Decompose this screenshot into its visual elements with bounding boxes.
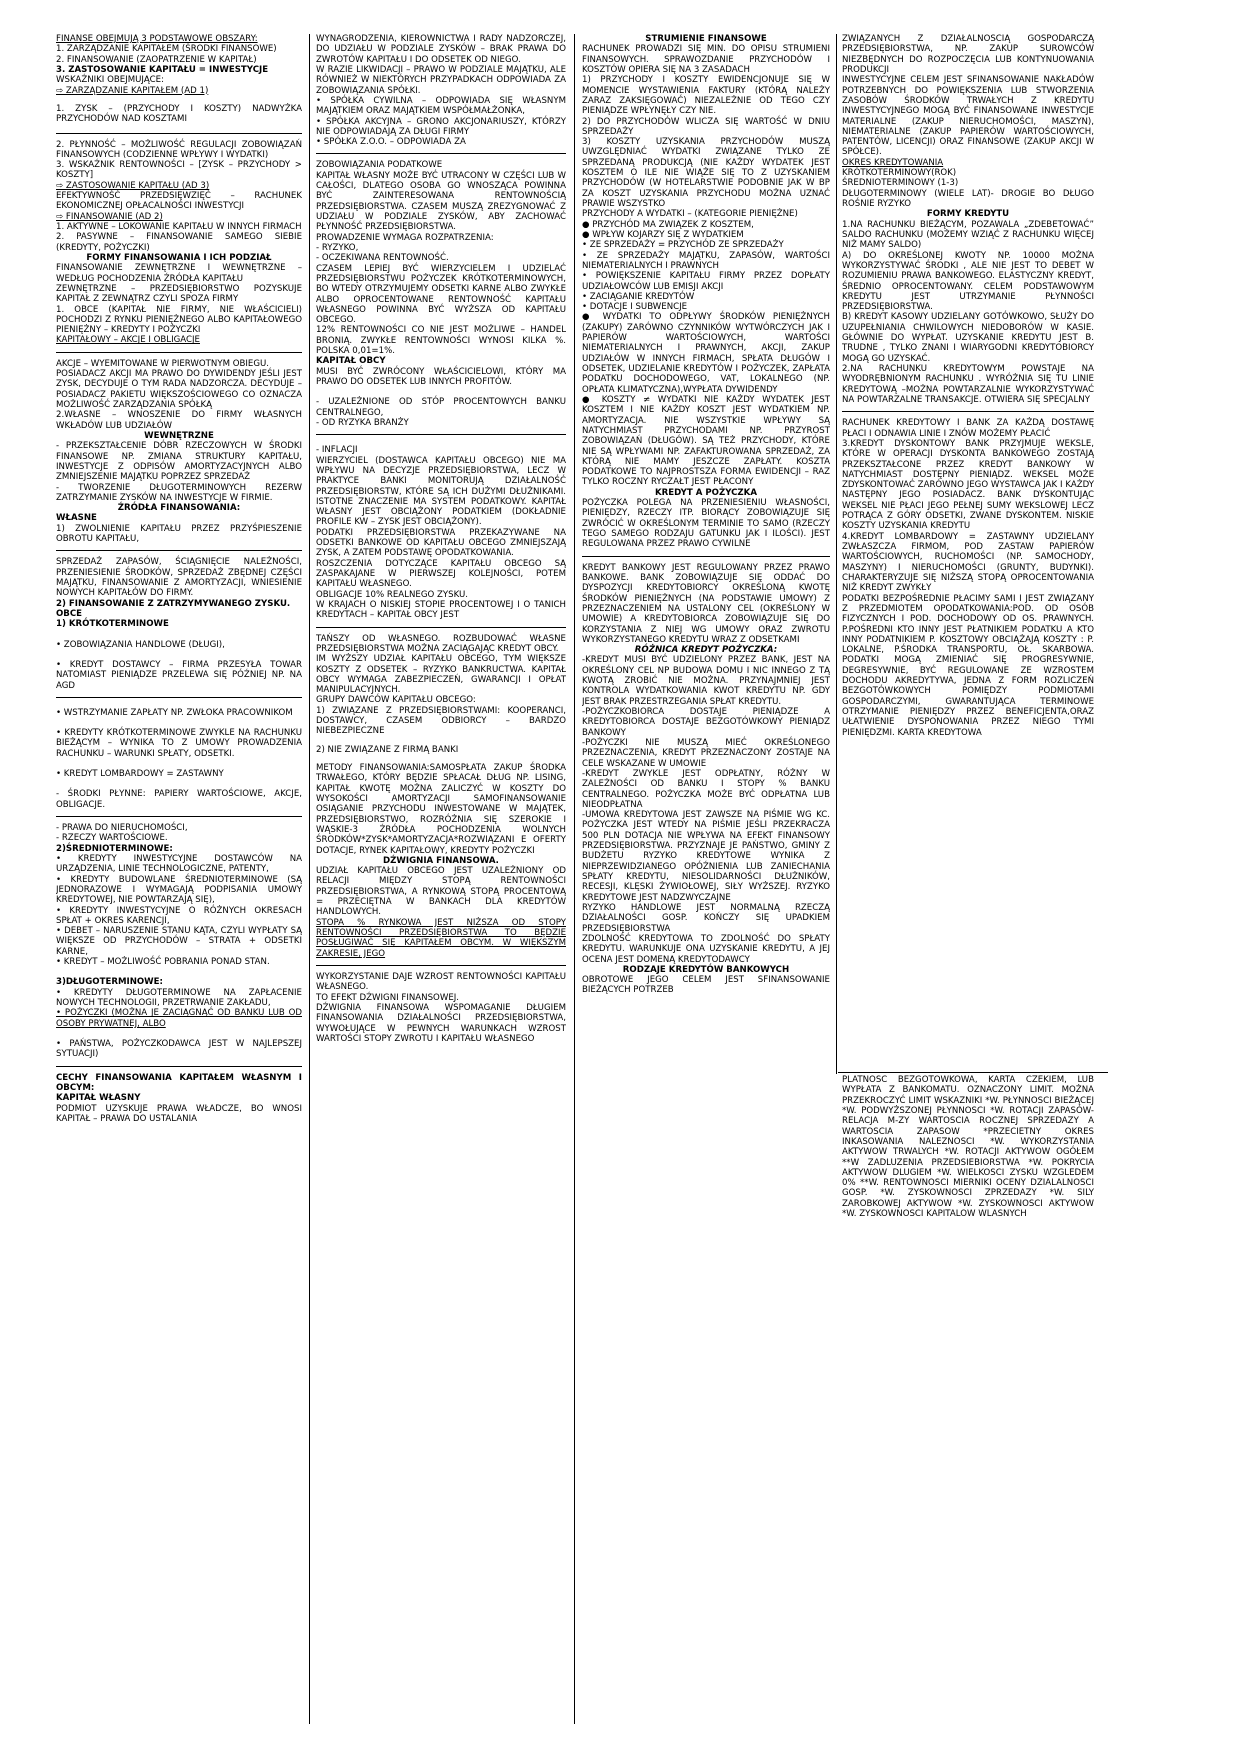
text-paragraph: OBLIGACJE 10% REALNEGO ZYSKU. <box>316 589 468 600</box>
text-paragraph: RACHUNEK KREDYTOWY I BANK ZA KAŻDĄ DOSTAWĘ PŁACI I ODNAWIA LINIE I ZNÓW MOŻEMY PŁACIĆ <box>842 418 1094 439</box>
separator-line <box>56 550 302 551</box>
text-paragraph: FORMY KREDYTU <box>926 209 1010 220</box>
text-paragraph: W KRAJACH O NISKIEJ STOPIE PROCENTOWEJ I O TANICH KREDYTACH – KAPITAŁ OBCY JEST <box>316 599 566 621</box>
text-paragraph: WŁASNE <box>56 513 97 524</box>
text-paragraph: 1) PRZYCHODY I KOSZTY EWIDENCJONUJE SIĘ W MOMENCIE WYSTAWIENIA FAKTURY (KTÓRĄ NALEŻY ZARAZ ZAKSIĘGOWAĆ) NIEZALEŻNIE OD TEGO CZY PIENIĄDZE WPŁYNĘŁY CZY NIE. <box>582 75 830 117</box>
text-paragraph: OBROTOWE JEGO CELEM JEST SFINANSOWANIE BIEŻĄCYCH POTRZEB <box>582 975 830 996</box>
text-paragraph: -POŻYCZKI NIE MUSZĄ MIEĆ OKREŚLONEGO PRZEZNACZENIA, KREDYT PRZEZNACZONY ZOSTAJE NA CELE WSKAZANE W UMOWIE <box>582 737 830 769</box>
text-paragraph: EFEKTYWNOŚĆ PRZEDSIĘWZIĘĆ – RACHUNEK EKONOMICZNEJ OPŁACALNOŚCI INWESTYCJI <box>56 191 302 212</box>
text-paragraph: METODY FINANSOWANIA:SAMOSPŁATA ZAKUP ŚRODKA TRWAŁEGO, KTÓRY BĘDZIE SPŁACAŁ DŁUG NP. LISING, KAPITAŁ KWOTĘ MOŻNA ZALICZYĆ W KOSZTY DO WYSOKOŚCI AMORTYZACJI SAMOFINANSOWANIE OSIĄGANIE PRZYCHODU INWESTOWANE W MAJĄTEK, PRZEDSIĘBIORSTWO, ROZRÓŻNIA SIĘ SZEROKIE I WĄSKIE-3 ŹRÓDŁA POCHODZENIA WOLNYCH ŚRODKÓW*ZYSK*AMORTYZACJA*ROZWIĄZANI E OFERTY DOTACJE, RYNEK KAPITAŁOWY, KREDYTY POŻYCZKI <box>316 763 566 856</box>
text-paragraph: 2.WŁASNE – WNOSZENIE DO FIRMY WŁASNYCH WKŁADÓW LUB UDZIAŁÓW <box>56 410 302 431</box>
text-paragraph: WSKAŹNIKI OBEJMUJĄCE: <box>56 75 164 86</box>
text-paragraph: • POWIĘKSZENIE KAPITAŁU FIRMY PRZEZ DOPŁATY UDZIAŁOWCÓW LUB EMISJI AKCJI <box>582 271 830 292</box>
text-paragraph: KRÓTKOTERMINOWY(ROK) <box>842 168 957 179</box>
column-divider-1 <box>309 34 310 1724</box>
text-paragraph: 2.NA RACHUNKU KREDYTOWYM POWSTAJE NA WYODRĘBNIONYM RACHUNKU . WYRÓŻNIA SIĘ TU LINIE KREDYTOWĄ –MOŻNA POWTARZALNIE WYKORZYSTYWAĆ NA POWTARZALNE TRANSAKCJE. OTWIERA SIĘ SPECJALNY <box>842 364 1094 405</box>
text-paragraph: • DEBET – NARUSZENIE STANU KĄTA, CZYLI WYPŁATY SĄ WIĘKSZE OD PRZYCHODÓW – STRATA + ODSETKI KARNE, <box>56 926 302 957</box>
text-paragraph: ● WYDATKI TO ODPŁYWY ŚRODKÓW PIENIĘŻNYCH (ZAKUPY) ZARÓWNO CZYNNIKÓW WYTWÓRCZYCH JAK I PAPIERÓW WARTOŚCIOWYCH, WARTOŚCI NIEMATERIALNYCH I PRAWNYCH, AKCJI, ZAKUP UDZIAŁÓW W INNYCH FIRMACH, SPŁATA DŁUGÓW I ODSETEK, UDZIELANIE KREDYTÓW I POŻYCZEK, ZAPŁATA PODATKU DOCHODOWEGO, VAT, LOKALNEGO (NP. OPŁATA KLIMATYCZNA),WYPŁATA DYWIDENDY <box>582 312 830 395</box>
text-paragraph: TAŃSZY OD WŁASNEGO. ROZBUDOWAĆ WŁASNE PRZEDSIĘBIORSTWA MOŻNA ZACIĄGAJĄC KREDYT OBCY. <box>316 633 566 654</box>
separator-line <box>56 133 302 134</box>
text-paragraph: 4.KREDYT LOMBARDOWY = ZASTAWNY UDZIELANY ZWŁASZCZA FIRMOM, POD ZASTAW PAPIERÓW WARTOŚCIOWYCH, RUCHOMOŚCI (NP. SAMOCHODY, MASZYNY) I NIERUCHOMOŚCI (GRUNTY, BUDYNKI). CHARAKTERYZUJE SIĘ NIŻSZĄ STOPĄ OPROCENTOWANIA NIŻ KREDYT ZWYKŁY <box>842 531 1094 594</box>
text-paragraph: STOPA % RYNKOWA JEST NIŻSZA OD STOPY RENTOWNOŚCI PRZEDSIĘBIORSTWA TO BĘDZIE POSŁUGIWAĆ SIĘ KAPITAŁEM OBCYM. W WIĘKSZYM ZAKRESIE, JEGO <box>316 917 566 959</box>
text-paragraph: ⇨ ZASTOSOWANIE KAPITAŁU (AD 3) <box>56 180 210 191</box>
text-paragraph: • ZOBOWIĄZANIA HANDLOWE (DŁUGI), <box>56 639 225 650</box>
text-paragraph: POŻYCZKA POLEGA NA PRZENIESIENIU WŁASNOŚCI, PIENIĘDZY, RZECZY ITP. BIORĄCY ZOBOWIĄZUJE SIĘ ZWRÓCIĆ W OKREŚLONYM TERMINIE TO SAMO (RZECZY TEGO SAMEGO RODZAJU GATUNKU JAK I ILOŚCI). JEST REGULOWANA PRZEZ PRAWO CYWILNE <box>582 498 830 550</box>
text-paragraph: OKRES KREDYTOWANIA <box>842 157 944 168</box>
text-paragraph: ⇨ ZARZĄDZANIE KAPITAŁEM (AD 1) <box>56 85 209 96</box>
text-paragraph: - OD RYZYKA BRANŻY <box>316 417 409 428</box>
text-paragraph: 1) ZWOLNIENIE KAPITAŁU PRZEZ PRZYŚPIESZENIE OBROTU KAPITAŁU, <box>56 523 302 545</box>
text-paragraph: ZDOLNOŚĆ KREDYTOWA TO ZDOLNOŚĆ DO SPŁATY KREDYTU. WARUNKUJE ONA UZYSKANIE KREDYTU, A JEJ OCENA JEST DOMENĄ KREDYTODAWCY <box>582 933 830 965</box>
text-paragraph: RÓŻNICA KREDYT POŻYCZKA: <box>634 645 778 656</box>
column-divider-2 <box>574 34 575 1724</box>
text-paragraph: FINANSOWANIE ZEWNĘTRZNE I WEWNĘTRZNE – WEDŁUG POCHODZENIA ŹRÓDŁA KAPITAŁU <box>56 263 302 284</box>
text-paragraph: PODMIOT UZYSKUJE PRAWA WŁADCZE, BO WNOSI KAPITAŁ – PRAWA DO USTALANIA <box>56 1103 302 1124</box>
text-paragraph: 1. ZARZĄDZANIE KAPITAŁEM (ŚRODKI FINANSOWE) <box>56 44 277 55</box>
text-paragraph: 3. WSKAŹNIK RENTOWNOŚCI – [ZYSK – PRZYCHODY > KOSZTY] <box>56 160 302 181</box>
text-paragraph: - PRAWA DO NIERUCHOMOŚCI, <box>56 823 188 833</box>
text-paragraph: - RZECZY WARTOŚCIOWE. <box>56 833 168 844</box>
text-paragraph: - TWORZENIE DŁUGOTERMINOWYCH REZERW ZATRZYMANIE ZYSKÓW NA INWESTYCJE W FIRMIE. <box>56 482 302 503</box>
text-paragraph: 2)ŚREDNIOTERMINOWE: <box>56 843 173 854</box>
text-paragraph: KAPITAŁ OBCY <box>316 356 386 367</box>
text-paragraph: - UZALEŻNIONE OD STÓP PROCENTOWYCH BANKU CENTRALNEGO, <box>316 397 566 418</box>
text-column-4 <box>842 34 1094 1114</box>
text-paragraph: • KREDYTY DŁUGOTERMINOWE NA ZAPŁACENIE NOWYCH TECHNOLOGII, PRZETRWANIE ZAKŁADU, <box>56 987 302 1008</box>
text-paragraph: KAPITAŁOWY – AKCJE I OBLIGACJE <box>56 335 200 346</box>
text-column-4-lower <box>842 1075 1094 1295</box>
text-paragraph: 3)DŁUGOTERMINOWE: <box>56 977 163 988</box>
text-paragraph: 1.NA RACHUNKU BIEŻĄCYM, POZAWALA „ZDEBETOWAĆ” SALDO RACHUNKU (MOŻEMY WZIĄĆ Z RACHUNKU WIĘCEJ NIŻ MAMY SALDO) <box>842 219 1094 251</box>
text-paragraph: 2) DO PRZYCHODÓW WLICZA SIĘ WARTOŚĆ W DNIU SPRZEDAŻY <box>582 116 830 137</box>
text-paragraph: - INFLACJI <box>316 445 358 456</box>
text-column-1 <box>56 34 302 1724</box>
text-paragraph: • KREDYT – MOŻLIWOŚĆ POBRANIA PONAD STAN. <box>56 957 270 968</box>
text-paragraph: KREDYT A POŻYCZKA <box>655 487 757 498</box>
text-paragraph: • SPÓŁKA Z.O.O. – ODPOWIADA ZA <box>316 137 466 148</box>
text-paragraph: -KREDYT MUSI BYĆ UDZIELONY PRZEZ BANK, JEST NA OKREŚLONY CEL NP BUDOWA DOMU I NIC INNEGO Z TĄ KWOTĄ ZROBIĆ NIE MOŻNA. PRZYNAJMNIEJ JEST KONTROLA WYDATKOWANIA KWOT KREDYTU NP. GDY JEST BRAK PRZESTRZEGANIA SPŁAT KREDYTU. <box>582 655 830 707</box>
text-paragraph: • ZE SPRZEDAŻY MAJĄTKU, ZAPASÓW, WARTOŚCI NIEMATERIALNYCH I PRAWNYCH <box>582 250 830 271</box>
text-paragraph: • KREDYTY BUDOWLANE ŚREDNIOTERMINOWE (SĄ JEDNORAZOWE I WYMAGAJĄ PODPISANIA UMOWY KREDYTOWEJ, NIE POWTARZAJĄ SIĘ), <box>56 874 302 906</box>
separator-line <box>316 434 566 435</box>
text-paragraph: 3.KREDYT DYSKONTOWY BANK PRZYJMUJE WEKSLE, KTÓRE W OPERACJI DYSKONTA BANKOWEGO ZOSTAJĄ PRZEKSZTAŁCONE PRZEZ KREDYT BANKOWY W NATYCHMIAST DOSTĘPNY PIENIĄDZ. WEKSEL MOŻE ZDYSKONTOWAĆ ZARÓWNO JEGO WYSTAWCA JAK I KAŻDY NASTĘPNY JEGO POSIADACZ. BANK DYSKONTUJĄC WEKSEL NIE PŁACI JEGO PEŁNEJ SUMY WEKSLOWEJ LECZ POTRĄCA Z GÓRY ODSETKI, ZWANE DYSKONTEM. NISKIE KOSZTY UZYSKANIA KREDYTU <box>842 438 1094 532</box>
text-paragraph: 1. AKTYWNE – LOKOWANIE KAPITAŁU W INNYCH FIRMACH <box>56 222 302 232</box>
text-paragraph: DŹWIGNIA FINANSOWA. <box>383 855 499 866</box>
text-paragraph: 2. FINANSOWANIE (ZAOPATRZENIE W KAPITAŁ) <box>56 54 257 65</box>
text-paragraph: W RAZIE LIKWIDACJI – PRAWO W PODZIALE MAJĄTKU, ALE RÓWNIEŻ W NIEKTÓRYCH PRZYPADKACH ODPOWIADA ZA ZOBOWIĄZANIA SPÓŁKI. <box>316 64 566 96</box>
separator-line <box>842 411 1094 412</box>
text-paragraph: 2. PASYWNE – FINANSOWANIE SAMEGO SIEBIE (KREDYTY, POŻYCZKI) <box>56 232 302 253</box>
text-paragraph: RACHUNEK PROWADZI SIĘ MIN. DO OPISU STRUMIENI FINANSOWYCH. SPRAWOZDANIE PRZYCHODÓW I KOSZTÓW OPIERA SIĘ NA 3 ZASADACH <box>582 44 830 75</box>
separator-line <box>316 153 566 154</box>
text-paragraph: DŁUGOTERMINOWY (WIELE LAT)- DROGIE BO DŁUGO ROŚNIE RYZYKO <box>842 188 1094 209</box>
text-paragraph: ● KOSZTY ≠ WYDATKI NIE KAŻDY WYDATEK JEST KOSZTEM I NIE KAŻDY KOSZT JEST WYDATKIEM NP. AMORTYZACJA. NIE WSZYSTKIE WPŁYWY SĄ NATYCHMIAST PRZYCHODAMI NP. PRZYROST ZOBOWIĄZAŃ (DŁUGÓW). SĄ TEŻ PRZYCHODY, KTÓRE NIE SĄ WPŁYWAMI NP. ZAFAKTUROWANA SPRZEDAŻ, ZA KTÓRĄ NIE MAMY JESZCZE ZAPŁATY. KOSZTA PODATKOWE TO NAJPROSTSZA FORMA EWIDENCJI – RAZ TYLKO ROCZNY RYCZAŁT JEST PŁACONY <box>582 394 830 488</box>
separator-line <box>56 1066 302 1067</box>
text-paragraph: 2) FINANSOWANIE Z ZATRZYMYWANEGO ZYSKU. <box>56 598 291 609</box>
text-paragraph: • KREDYTY INWESTYCYJNE DOSTAWCÓW NA URZĄDZENIA, LINIE TECHNOLOGICZNE, PATENTY, <box>56 853 302 875</box>
text-paragraph: MUSI BYĆ ZWRÓCONY WŁAŚCICIELOWI, KTÓRY MA PRAWO DO ODSETEK LUB INNYCH PROFITÓW. <box>316 366 566 387</box>
text-paragraph: CZASEM LEPIEJ BYĆ WIERZYCIELEM I UDZIELAĆ PRZEDSIĘBIORSTWU POŻYCZEK KRÓTKOTERMINOWYCH, BO WTEDY OTRZYMUJEMY ODSETKI KARNE ALBO ZWYKŁE ALBO OPROCENTOWANE RENTOWNOŚĆ KAPITAŁU WŁASNEGO POWINNA BYĆ WYŻSZA OD KAPITAŁU OBCEGO. <box>316 263 566 326</box>
separator-line <box>316 627 566 628</box>
text-paragraph: FORMY FINANSOWANIA I ICH PODZIAŁ <box>86 252 272 263</box>
text-paragraph: • DOTACJE I SUBWENCJE <box>582 302 688 313</box>
text-paragraph: • POŻYCZKI (MOŻNA JE ZACIĄGNĄĆ OD BANKU LUB OD OSOBY PRYWATNEJ, ALBO <box>56 1008 302 1029</box>
text-paragraph: B) KREDYT KASOWY UDZIELANY GOTÓWKOWO, SŁUŻY DO UZUPEŁNIANIA CHWILOWYCH NIEDOBORÓW W KASIE. GŁÓWNIE DO WYPŁAT. UZYSKANIE KREDYTU JEST B. TRUDNE , TYLKO ZNANI I WIARYGODNI KREDYTOBIORCY MOGĄ GO UZYSKAĆ. <box>842 312 1094 364</box>
text-paragraph: -KREDYT ZWYKLE JEST ODPŁATNY, RÓŻNY W ZALEŻNOŚCI OD BANKU I STOPY % BANKU CENTRALNEGO. POŻYCZKA MOŻE BYĆ ODPŁATNA LUB NIEODPŁATNA <box>582 768 830 810</box>
text-paragraph: WYNAGRODZENIA, KIEROWNICTWA I RADY NADZORCZEJ, DO UDZIAŁU W PODZIALE ZYSKÓW – BRAK PRAWA DO ZWROTÓW KAPITAŁU I DO ODSETEK OD NIEGO. <box>316 34 566 65</box>
text-paragraph: GRUPY DAWCÓW KAPITAŁU OBCEGO: <box>316 695 476 706</box>
text-paragraph: 3. ZASTOSOWANIE KAPITAŁU = INWESTYCJE <box>56 64 269 75</box>
text-paragraph: • SPÓŁKA CYWILNA – ODPOWIADA SIĘ WŁASNYM MAJĄTKIEM ORAZ MAJĄTKIEM WSPÓŁMAŁŻONKA, <box>316 95 566 117</box>
text-column-3 <box>582 34 830 1724</box>
text-paragraph: • ZACIĄGANIE KREDYTÓW <box>582 291 695 302</box>
text-paragraph: PODATKI PRZEDSIĘBIORSTWA PRZEKAZYWANE NA ODSETKI BANKOWE OD KAPITAŁU OBCEGO ZMNIEJSZAJĄ ZYSK, A ZATEM PODSTAWĘ OPODATKOWANIA. <box>316 527 566 559</box>
text-paragraph: • KREDYTY KRÓTKOTERMINOWE ZWYKLE NA RACHUNKU BIEŻĄCYM – WYNIKA TO Z UMOWY PROWADZENIA RACHUNKU – WARUNKI SPŁATY, ODSETKI. <box>56 728 302 759</box>
text-paragraph: ZWIĄZANYCH Z DZIAŁALNOŚCIĄ GOSPODARCZĄ PRZEDSIĘBIORSTWA, NP. ZAKUP SUROWCÓW NIEZBĘDNYCH DO ROZPOCZĘCIA LUB KONTYNUOWANIA PRODUKCJI <box>842 34 1094 75</box>
text-paragraph: PODATKI BEZPOŚREDNIE PŁACIMY SAMI I JEST ZWIĄZANY Z PRZEDMIOTEM OPODATKOWANIA:POD. OD OSÓB FIZYCZNYCH I POD. DOCHODOWY OD OS. PRAWNYCH. P.POŚREDNI KTO INNY JEST PŁATNIKIEM PODATKU A KTO INNY PODATNIKIEM P. KOSZTOWY OBCIĄŻAJĄ KOSZTY : P. LOKALNE, P.ŚRODKA TRANSPORTU, OŁ. SKARBOWA. PODATKI MOGĄ ZMIENIAĆ SIĘ PROGRESYWNIE, DEGRESYWNIE, BYĆ REGULOWANE ZE WZROSTEM DOCHODU AKREDYTYWA, JEDNA Z FORM ROZLICZEŃ BEZGOTÓWKOWYCH POMIĘDZY PODMIOTAMI GOSPODARCZYMI, GWARANTUJĄCA TERMINOWE OTRZYMANIE PIENIĘDZY PRZEZ BENEFICJENTA,ORAZ UŁATWIENIE DYSPONOWANIA PRZEZ NIEGO TYMI PIENIĘDZMI. KARTA KREDYTOWA <box>842 593 1094 738</box>
text-paragraph: RODZAJE KREDYTÓW BANKOWYCH <box>622 964 790 975</box>
text-paragraph: ŚREDNIOTERMINOWY (1-3) <box>842 178 959 189</box>
text-paragraph: PLATNOSC BEZGOTOWKOWA, KARTA CZEKIEM, LUB WYPŁATA Z BANKOMATU. OZNACZONY LIMIT. MOŻNA PRZEKROCZYĆ LIMIT WSKAZNIKI *W. PŁYNNOSCI BIEŻĄCEJ *W. PODWYŻSZONEJ PŁYNNOSCI *W. ROTACJI ZAPASÓW-RELACJA M-ZY WARTOSCIA ROCZNEJ SPRZEDAZY A WARTOSCIA ZAPASOW *PRZECIETNY OKRES INKASOWANIA NALEZNOSCI *W. WYKORZYSTANIA AKTYWOW TRWALYCH *W. ROTACJI AKTYWOW OGÓŁEM **W ZADLUZENIA PRZEDSIEBIORSTWA *W. POKRYCIA AKTYWOW DLUGIEM *W. WIELKOSCI ZYSKU WZGLEDEM 0% **W. RENTOWNOSCI MIERNIKI OCENY DZIALALNOSCI GOSP. *W. ZYSKOWNOSCI ZPRZEDAZY *W. SILY ZAROBKOWEJ AKTYWOW *W. ZYSKOWNOSCI AKTYWOW *W. ZYSKOWNOSCI KAPITALOW WLASNYCH <box>842 1075 1094 1220</box>
text-paragraph: STRUMIENIE FINANSOWE <box>645 34 767 44</box>
text-paragraph: CECHY FINANSOWANIA KAPITAŁEM WŁASNYM I OBCYM: <box>56 1072 302 1093</box>
separator-line <box>56 697 302 698</box>
text-paragraph: DŹWIGNIA FINANSOWA WSPOMAGANIE DŁUGIEM FINANSOWANIA DZIAŁALNOŚCI PRZEDSIĘBIORSTWA, WYWOŁUJĄCE W PEWNYCH WARUNKACH WZROST WARTOŚCI STOPY ZWROTU I KAPITAŁU WŁASNEGO <box>316 1002 566 1044</box>
text-paragraph: ZEWNĘTRZNE – PRZEDSIĘBIORSTWO POZYSKUJE KAPITAŁ Z ZEWNĄTRZ CZYLI SPOZA FIRMY <box>56 283 302 305</box>
text-paragraph: 2. PŁYNNOŚĆ – MOŻLIWOŚĆ REGULACJI ZOBOWIĄZAŃ FINANSOWYCH (CODZIENNE WPŁYWY I WYDATKI) <box>56 139 302 160</box>
text-paragraph: -POŻYCZKOBIORCA DOSTAJE PIENIĄDZE A KREDYTOBIORCA DOSTAJE BEZGOTÓWKOWY PIENIĄDZ BANKOWY <box>582 707 830 738</box>
separator-line <box>56 816 302 817</box>
text-paragraph: 12% RENTOWNOŚCI CO NIE JEST MOŻLIWE – HANDEL BRONIĄ. ZWYKŁE RENTOWNOŚCI WYNOSI KILKA %. POLSKA 0,01=1%. <box>316 325 566 357</box>
text-paragraph: ● PRZYCHÓD MA ZWIĄZEK Z KOSZTEM, <box>582 219 754 230</box>
text-paragraph: A) DO OKREŚLONEJ KWOTY NP. 10000 MOŻNA WYKORZYSTYWAĆ ŚRODKI , ALE NIE JEST TO DEBET W ROZUMIENIU PRAWA BANKOWEGO. ELASTYCZNY KREDYT, ŚREDNIO OPROCENTOWANY. CELEM PODSTAWOWYM KREDYTU JEST UTRZYMANIE PŁYNNOŚCI PRZEDSIĘBIORSTWA. <box>842 250 1094 313</box>
text-paragraph: AKCJE – WYEMITOWANE W PIERWOTNYM OBIEGU. <box>56 358 270 369</box>
text-paragraph: 1. ZYSK – (PRZYCHODY I KOSZTY) NADWYŻKA PRZYCHODÓW NAD KOSZTAMI <box>56 103 302 125</box>
text-paragraph: • KREDYT LOMBARDOWY = ZASTAWNY <box>56 769 224 780</box>
text-column-2 <box>316 34 566 1724</box>
text-paragraph: IM WYŻSZY UDZIAŁ KAPITAŁU OBCEGO, TYM WIĘKSZE KOSZTY Z ODSETEK – RYZYKO BANKRUCTWA. KAPITAŁ OBCY WYMAGA ZABEZPIECZEŃ, GWARANCJI I OPŁAT MANIPULACYJNYCH. <box>316 654 566 696</box>
text-paragraph: FINANSE OBEJMUJĄ 3 PODSTAWOWE OBSZARY: <box>56 34 258 44</box>
text-paragraph: KAPITAŁ WŁASNY <box>56 1093 141 1104</box>
text-paragraph: - RYZYKO, <box>316 242 359 253</box>
text-paragraph: ROSZCZENIA DOTYCZĄCE KAPITAŁU OBCEGO SĄ ZASPAKAJANE W PIERWSZEJ KOLEJNOŚCI, POTEM KAPITAŁU WŁASNEGO. <box>316 558 566 590</box>
text-paragraph: INWESTYCYJNE CELEM JEST SFINANSOWANIE NAKŁADÓW POTRZEBNYCH DO POWIĘKSZENIA LUB STWORZENIA ZASOBÓW ŚRODKÓW TRWAŁYCH Z KREDYTU INWESTYCYJNEGO MOGĄ BYĆ FINANSOWANE INWESTYCJE MATERIALNE (ZAKUP NIERUCHOMOŚCI, MASZYN), NIEMATERIALNE (ZAKUP PAPIERÓW WARTOŚCIOWYCH, PATENTÓW, LICENCJI) ORAZ FINANSOWE (ZAKUP AKCJI W SPÓŁCE). <box>842 75 1094 158</box>
text-paragraph: 1) KRÓTKOTERMINOWE <box>56 619 169 630</box>
text-paragraph: WIERZYCIEL (DOSTAWCA KAPITAŁU OBCEGO) NIE MA WPŁYWU NA DECYZJE PRZEDSIĘBIORSTWA, LECZ W PRAKTYCE BANKI MONITORUJĄ DZIAŁALNOŚĆ PRZEDSIĘBIORSTW, KTÓRE SĄ ICH DUŻYMI DŁUŻNIKAMI. ISTOTNE ZNACZENIE MA SYSTEM PODATKOWY. KAPITAŁ WŁASNY JEST OBCIĄŻONY PODATKIEM (DOKŁADNIE PROFILE KW – ZYSK JEST OBCIĄŻONY). <box>316 455 566 528</box>
text-paragraph: -UMOWA KREDYTOWA JEST ZAWSZE NA PIŚMIE WG KC. POŻYCZKA JEST WTEDY NA PIŚMIE JEŚLI PRZEKRACZA 500 PLN DOTACJA NIE WPŁYWA NA EFEKT FINANSOWY PRZEDSIĘBIORSTWA. PRZYZNAJE JE PAŃSTWO, GMINY Z BUDŻETU RYZYKO KREDYTOWE WYNIKA Z NIEPRZEWIDZIANEGO OPÓŹNIENIA LUB ZANIECHANIA SPŁATY KREDYTU, NIESOLIDARNOŚCI DŁUŻNIKÓW, RECESJI, KLĘSKI ŻYWIOŁOWEJ, SIŁY WYŻSZEJ. RYZYKO KREDYTOWE JEST NADZWYCZAJNE <box>582 810 830 903</box>
text-paragraph: • SPÓŁKA AKCYJNA – GRONO AKCJONARIUSZY, KTÓRZY NIE ODPOWIADAJĄ ZA DŁUGI FIRMY <box>316 116 566 137</box>
text-paragraph: POSIADACZ AKCJI MA PRAWO DO DYWIDENDY JEŚLI JEST ZYSK, DECYDUJE O TYM RADA NADZORCZA. DECYDUJE – POSIADACZ PAKIETU WIĘKSZOŚCIOWEGO CO OZNACZA MOŻLIWOŚĆ ZARZĄDZANIA SPÓŁKĄ <box>56 369 302 410</box>
text-paragraph: • WSTRZYMANIE ZAPŁATY NP. ZWŁOKA PRACOWNIKOM <box>56 707 293 718</box>
text-paragraph: PRZYCHODY A WYDATKI – (KATEGORIE PIENIĘŻNE) <box>582 209 798 220</box>
text-paragraph: - ŚRODKI PŁYNNE: PAPIERY WARTOŚCIOWE, AKCJE, OBLIGACJE. <box>56 789 302 810</box>
text-paragraph: UDZIAŁ KAPITAŁU OBCEGO JEST UZALEŻNIONY OD RELACJI MIĘDZY STOPĄ RENTOWNOŚCI PRZEDSIĘBIORSTWA, A RYNKOWĄ STOPĄ PROCENTOWĄ = PRZECIĘTNA W BANKACH DLA KREDYTÓW HANDLOWYCH. <box>316 866 566 918</box>
text-paragraph: PROWADZENIE WYMAGA ROZPATRZENIA: <box>316 232 494 243</box>
text-paragraph: ZOBOWIĄZANIA PODATKOWE <box>316 160 443 171</box>
text-paragraph: RYZYKO HANDLOWE JEST NORMALNĄ RZECZĄ DZIAŁALNOŚCI GOSP. KOŃCZY SIĘ UPADKIEM PRZEDSIĘBIORSTWA <box>582 902 830 934</box>
text-paragraph: 3) KOSZTY UZYSKANIA PRZYCHODÓW MUSZĄ UWZGLĘDNIAĆ WYDATKI ZWIĄZANE TYLKO ZE SPRZEDANĄ PRODUKCJĄ (NIE KAŻDY WYDATEK JEST KOSZTEM O ILE NIE WIĄŻE SIĘ TO Z UZYSKANIEM PRZYCHODÓW (W HOTELARSTWIE PODOBNIE JAK W BP ZA KOSZT UZYSKANIA PRZYCHODU MOŻNA UZNAĆ PRAWIE WSZYSTKO <box>582 137 830 209</box>
text-paragraph: • PAŃSTWA, POŻYCZKODAWCA JEST W NAJLEPSZEJ SYTUACJI) <box>56 1038 302 1060</box>
text-paragraph: TO EFEKT DŹWIGNI FINANSOWEJ. <box>316 992 460 1003</box>
text-paragraph: • KREDYTY INWESTYCYJNE O RÓŻNYCH OKRESACH SPŁAT + OKRES KARENCJI, <box>56 905 302 926</box>
text-paragraph: - PRZEKSZTAŁCENIE DÓBR RZECZOWYCH W ŚRODKI FINANSOWE NP. ZMIANA STRUKTURY KAPITAŁU, INWESTYCJE Z ODPISÓW AMORTYZACYJNYCH ALBO ZMNIEJSZENIE MAJĄTKU POPRZEZ SPRZEDAŻ <box>56 441 302 483</box>
column-divider-3 <box>836 34 837 1074</box>
text-paragraph: WEWNĘTRZNE <box>144 430 214 441</box>
separator-line <box>56 352 302 353</box>
text-paragraph: ● WPŁYW KOJARZY SIĘ Z WYDATKIEM <box>582 229 744 240</box>
text-paragraph: SPRZEDAŻ ZAPASÓW, ŚCIĄGNIĘCIE NALEŻNOŚCI, PRZENIESIENIE ŚRODKÓW, SPRZEDAŻ ZBĘDNEJ CZĘŚCI MAJĄTKU, FINANSOWANIE Z AMORTYZACJI, WNIESIENIE NOWYCH KAPITAŁÓW DO FIRMY. <box>56 557 302 599</box>
separator-line <box>316 965 566 966</box>
text-paragraph: - OCZEKIWANA RENTOWNOŚĆ. <box>316 253 449 264</box>
text-paragraph: • ZE SPRZEDAŻY = PRZYCHÓD ZE SPRZEDAŻY <box>582 240 784 251</box>
text-paragraph: 2) NIE ZWIĄZANE Z FIRMĄ BANKI <box>316 744 459 755</box>
text-paragraph: 1) ZWIĄZANE Z PRZEDSIĘBIORSTWAMI: KOOPERANCI, DOSTAWCY, CZASEM ODBIORCY – BARDZO NIEBEZPIECZNE <box>316 705 566 737</box>
text-paragraph: ŹRÓDŁA FINANSOWANIA: <box>117 503 241 514</box>
text-paragraph: 1. OBCE (KAPITAŁ NIE FIRMY, NIE WŁAŚCICIELI) POCHODZI Z RYNKU PIENIĘŻNEGO ALBO KAPITAŁOWEGO PIENIĘŻNY – KREDYTY I POŻYCZKI <box>56 304 302 336</box>
text-paragraph: KREDYT BANKOWY JEST REGULOWANY PRZEZ PRAWO BANKOWE. BANK ZOBOWIĄZUJE SIĘ ODDAĆ DO DYSPOZYCJI KREDYTOBIORCY OKREŚLONĄ KWOTĘ ŚRODKÓW PIENIĘŻNYCH (NA PODSTAWIE UMOWY) Z PRZEZNACZENIEM NA USTALONY CEL (OKREŚLONY W UMOWIE) A KREDYTOBIORCA ZOBOWIĄZUJE SIĘ DO KORZYSTANIA Z NIEJ WG UMOWY ORAZ ZWROTU WYKORZYSTANEGO KREDYTU WRAZ Z ODSETKAMI <box>582 562 830 645</box>
separator-line <box>582 556 830 557</box>
text-paragraph: • KREDYT DOSTAWCY – FIRMA PRZESYŁA TOWAR NATOMIAST PIENIĄDZE PRZELEWA SIĘ PÓŹNIEJ NP. NA AGD <box>56 659 302 691</box>
text-paragraph: ⇨ FINANSOWANIE (AD 2) <box>56 211 163 222</box>
text-paragraph: OBCE <box>56 608 83 619</box>
text-paragraph: KAPITAŁ WŁASNY MOŻE BYĆ UTRACONY W CZĘŚCI LUB W CAŁOŚCI, DLATEGO OSOBA GO WNOSZĄCA POWINNA BYĆ ZAINTERESOWANA RENTOWNOŚCIĄ PRZEDSIĘBIORSTWA. CZASEM MUSZĄ ZREZYGNOWAĆ Z UDZIAŁU W PODZIALE ZYSKÓW, ABY ZACHOWAĆ PŁYNNOŚĆ PRZEDSIĘBIORSTWA. <box>316 170 566 233</box>
text-paragraph: WYKORZYSTANIE DAJE WZROST RENTOWNOŚCI KAPITAŁU WŁASNEGO. <box>316 971 566 993</box>
